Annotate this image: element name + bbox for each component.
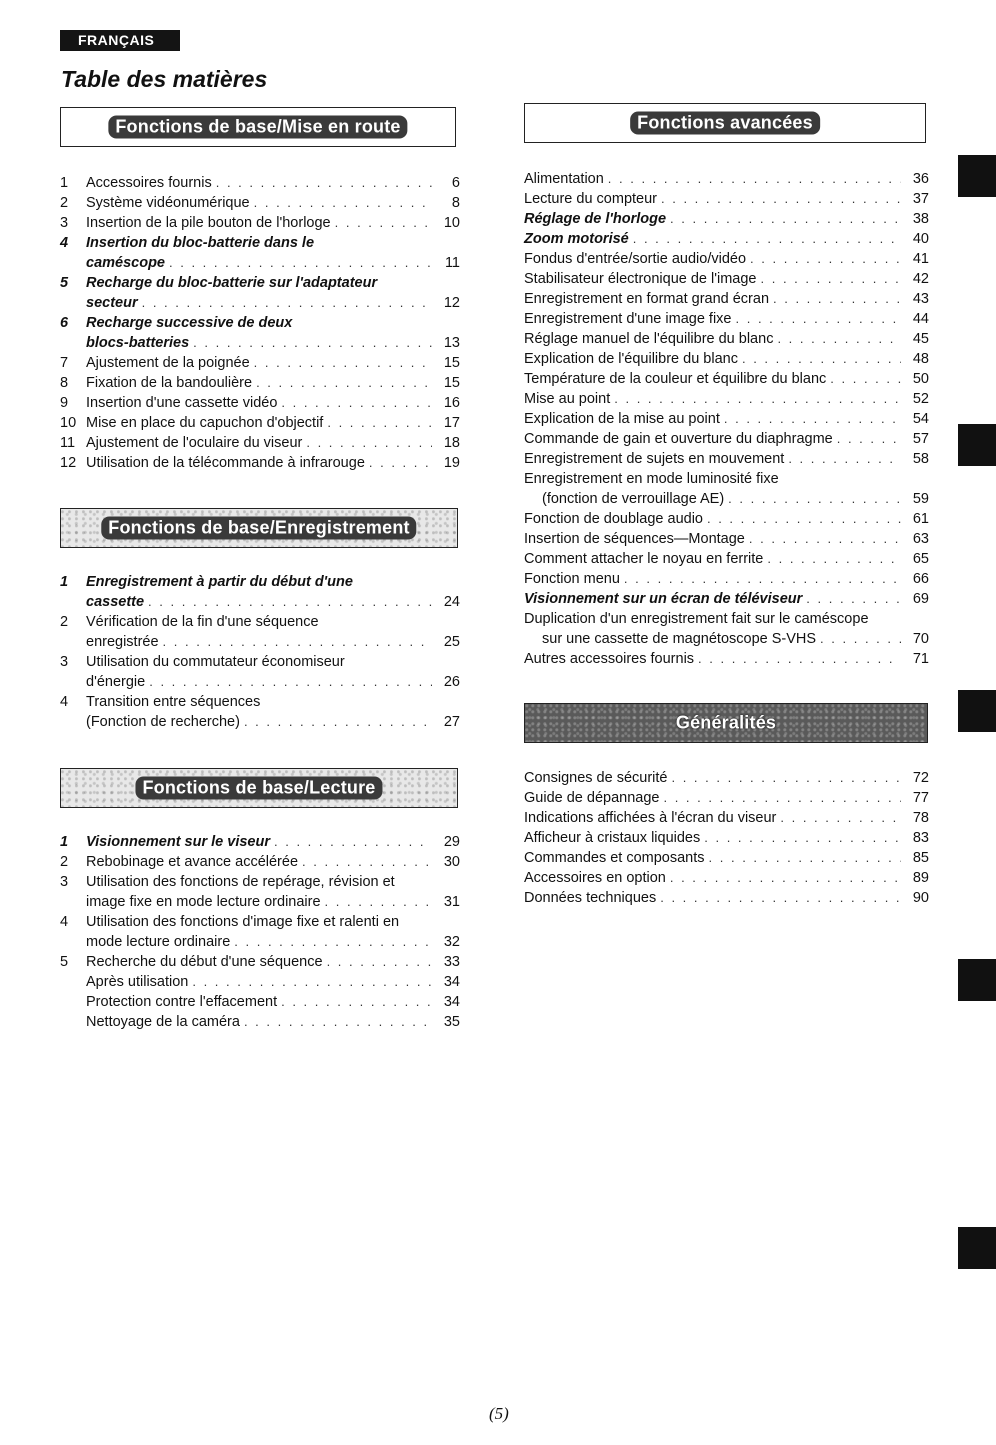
toc-entry-page: 10 (443, 215, 460, 231)
toc-entry (60, 912, 460, 952)
section-basic-playback (60, 768, 460, 1032)
dot-leader (633, 229, 901, 249)
toc-entry-page: 57 (912, 431, 929, 447)
toc-entry-number: 1 (60, 574, 69, 590)
toc-entry-title: Lecture du compteur (524, 191, 657, 207)
toc-entry-page: 13 (443, 335, 460, 351)
toc-entry-title-line1: Enregistrement en mode luminosité fixe (524, 471, 779, 487)
toc-entry (524, 589, 929, 609)
section-advanced (524, 103, 929, 669)
section-header (524, 703, 928, 743)
toc-entry-title: Rebobinage et avance accélérée (86, 854, 299, 870)
toc-entry (524, 369, 929, 389)
dot-leader (234, 932, 432, 952)
toc-entry (60, 952, 460, 972)
toc-entry (60, 433, 460, 453)
toc-entry-number: 11 (60, 435, 76, 451)
dot-leader (254, 193, 432, 213)
dot-leader (767, 549, 901, 569)
dot-leader (780, 808, 901, 828)
toc-entry-title: Protection contre l'effacement (86, 994, 278, 1010)
dot-leader (761, 269, 902, 289)
toc-entry-page: 27 (443, 714, 460, 730)
dot-leader (244, 1012, 432, 1032)
toc-entry-number: 8 (60, 375, 69, 391)
toc-entry-title: Fonction de doublage audio (524, 511, 703, 527)
toc-entry-page: 37 (912, 191, 929, 207)
toc-entry-number: 6 (60, 315, 69, 331)
toc-entry (524, 828, 929, 848)
dot-leader (327, 413, 432, 433)
toc-entry-page: 26 (443, 674, 460, 690)
toc-entry-title: Enregistrement de sujets en mouvement (524, 451, 785, 467)
toc-entry-page: 83 (912, 830, 929, 846)
toc-entry-page: 54 (912, 411, 929, 427)
toc-entry-page: 45 (912, 331, 929, 347)
toc-entry-title: Après utilisation (86, 974, 189, 990)
toc-entry-page: 34 (443, 994, 460, 1010)
toc-entry-page: 34 (443, 974, 460, 990)
toc-entry-title: Mise en place du capuchon d'objectif (86, 415, 324, 431)
dot-leader (709, 848, 901, 868)
toc-entry (524, 768, 929, 788)
dot-leader (724, 409, 901, 429)
thumb-tab (958, 155, 996, 197)
toc-entry-title: Explication de la mise au point (524, 411, 720, 427)
toc-entry-number: 2 (60, 854, 69, 870)
dot-leader (325, 892, 432, 912)
toc-entry-page: 35 (443, 1014, 460, 1030)
toc-entry-page: 85 (912, 850, 929, 866)
toc-entry (524, 289, 929, 309)
toc-entry-number: 2 (60, 614, 69, 630)
dot-leader (698, 649, 901, 669)
toc-entry-page: 18 (443, 435, 460, 451)
toc-entry-page: 6 (451, 175, 460, 191)
dot-leader (806, 589, 901, 609)
toc-entry-title: Recherche du début d'une séquence (86, 954, 323, 970)
toc-entry (60, 213, 460, 233)
toc-entry (60, 612, 460, 652)
toc-list (60, 173, 460, 473)
toc-entry-page: 29 (443, 834, 460, 850)
toc-list (60, 832, 460, 1032)
toc-entry-title: Consignes de sécurité (524, 770, 668, 786)
toc-entry (60, 453, 460, 473)
dot-leader (663, 788, 901, 808)
toc-entry-title-line1: Recharge du bloc-batterie sur l'adaptateur (86, 275, 378, 291)
toc-entry-number: 12 (60, 455, 77, 471)
page-number: (5) (489, 1404, 509, 1423)
section-title: Fonctions de base/Lecture (135, 777, 382, 800)
toc-entry-page: 16 (443, 395, 460, 411)
toc-entry-page: 12 (443, 295, 460, 311)
toc-entry (60, 173, 460, 193)
toc-entry-page: 38 (912, 211, 929, 227)
section-basic-setup (60, 107, 460, 473)
toc-entry (524, 169, 929, 189)
dot-leader (163, 632, 432, 652)
dot-leader (193, 333, 432, 353)
dot-leader (327, 952, 432, 972)
dot-leader (830, 369, 901, 389)
toc-entry-page: 69 (912, 591, 929, 607)
toc-entry (524, 868, 929, 888)
toc-entry-title-line1: Recharge successive de deux (86, 315, 293, 331)
toc-entry-number: 9 (60, 395, 69, 411)
toc-entry-title-line1: Insertion du bloc-batterie dans le (86, 235, 315, 251)
toc-entry (524, 529, 929, 549)
toc-entry (524, 848, 929, 868)
dot-leader (216, 173, 432, 193)
toc-entry-title-line1: Utilisation des fonctions de repérage, révision et (86, 874, 395, 890)
toc-entry-title: (fonction de verrouillage AE) (542, 491, 725, 507)
section-header (524, 103, 926, 143)
toc-entry-title: Fonction menu (524, 571, 620, 587)
toc-entry-title-line1: Vérification de la fin d'une séquence (86, 614, 319, 630)
dot-leader (281, 393, 432, 413)
toc-entry (524, 249, 929, 269)
toc-entry-title: Nettoyage de la caméra (86, 1014, 240, 1030)
toc-entry (524, 449, 929, 469)
toc-entry-number: 2 (60, 195, 69, 211)
toc-entry (524, 549, 929, 569)
toc-entry-page: 17 (443, 415, 460, 431)
toc-entry-page: 33 (443, 954, 460, 970)
toc-entry (60, 652, 460, 692)
toc-entry (524, 509, 929, 529)
toc-entry (524, 389, 929, 409)
toc-entry-number: 5 (60, 275, 69, 291)
toc-entry-page: 32 (443, 934, 460, 950)
dot-leader (670, 868, 901, 888)
toc-entry-title: cassette (86, 594, 145, 610)
toc-entry-number: 4 (60, 694, 69, 710)
toc-entry (60, 193, 460, 213)
toc-entry (60, 353, 460, 373)
toc-entry-title: enregistrée (86, 634, 159, 650)
dot-leader (149, 672, 432, 692)
toc-entry (60, 393, 460, 413)
toc-entry-page: 8 (451, 195, 460, 211)
toc-entry-page: 59 (912, 491, 929, 507)
section-title: Fonctions de base/Enregistrement (101, 517, 416, 540)
toc-entry-title: Fondus d'entrée/sortie audio/vidéo (524, 251, 747, 267)
toc-entry-title: Accessoires en option (524, 870, 666, 886)
section-header (60, 768, 458, 808)
toc-entry-page: 58 (912, 451, 929, 467)
toc-entry (60, 992, 460, 1012)
section-title: Généralités (675, 712, 777, 733)
toc-entry-title: blocs-batteries (86, 335, 190, 351)
dot-leader (660, 888, 901, 908)
dot-leader (254, 353, 432, 373)
toc-entry-page: 65 (912, 551, 929, 567)
toc-entry (60, 872, 460, 912)
toc-entry-page: 42 (912, 271, 929, 287)
toc-entry-title: Utilisation de la télécommande à infrarouge (86, 455, 365, 471)
section-header (60, 107, 456, 147)
toc-entry-page: 48 (912, 351, 929, 367)
toc-entry-page: 78 (912, 810, 929, 826)
toc-entry-page: 44 (912, 311, 929, 327)
toc-entry-title: Mise au point (524, 391, 611, 407)
toc-entry-title: (Fonction de recherche) (86, 714, 240, 730)
toc-entry-title: Réglage manuel de l'équilibre du blanc (524, 331, 774, 347)
toc-entry-title: Enregistrement d'une image fixe (524, 311, 732, 327)
toc-entry-number: 1 (60, 834, 69, 850)
toc-entry-title: Insertion de la pile bouton de l'horloge (86, 215, 331, 231)
toc-list (524, 768, 929, 908)
toc-entry (524, 409, 929, 429)
toc-entry-page: 50 (912, 371, 929, 387)
toc-entry-title: Guide de dépannage (524, 790, 660, 806)
toc-entry-title: Explication de l'équilibre du blanc (524, 351, 738, 367)
dot-leader (192, 972, 432, 992)
dot-leader (306, 433, 432, 453)
toc-entry (60, 1012, 460, 1032)
thumb-tab (958, 424, 996, 466)
toc-entry-title-line1: Duplication d'un enregistrement fait sur le caméscope (524, 611, 869, 627)
toc-list (60, 572, 460, 732)
dot-leader (788, 449, 901, 469)
dot-leader (661, 189, 901, 209)
toc-entry-title: Données techniques (524, 890, 657, 906)
dot-leader (742, 349, 901, 369)
dot-leader (707, 509, 901, 529)
toc-entry-number: 3 (60, 654, 69, 670)
dot-leader (749, 529, 901, 549)
section-general (524, 703, 929, 908)
toc-entry-page: 24 (443, 594, 460, 610)
dot-leader (820, 629, 901, 649)
toc-entry-title: Système vidéonumérique (86, 195, 250, 211)
toc-entry (524, 329, 929, 349)
toc-list (524, 169, 929, 669)
toc-entry (524, 888, 929, 908)
toc-entry-number: 3 (60, 215, 69, 231)
toc-entry (60, 273, 460, 313)
dot-leader (302, 852, 432, 872)
toc-entry-page: 90 (912, 890, 929, 906)
toc-entry-page: 89 (912, 870, 929, 886)
toc-entry-title-line1: Utilisation du commutateur économiseur (86, 654, 345, 670)
toc-entry-number: 5 (60, 954, 69, 970)
toc-entry (60, 852, 460, 872)
toc-entry-title: Autres accessoires fournis (524, 651, 695, 667)
dot-leader (281, 992, 432, 1012)
toc-entry-title: secteur (86, 295, 138, 311)
toc-entry-title: mode lecture ordinaire (86, 934, 231, 950)
toc-entry-title: Température de la couleur et équilibre du blanc (524, 371, 827, 387)
toc-entry-title-line1: Enregistrement à partir du début d'une (86, 574, 353, 590)
toc-entry-number: 7 (60, 355, 69, 371)
toc-entry-page: 52 (912, 391, 929, 407)
toc-entry-page: 66 (912, 571, 929, 587)
toc-entry-title: Comment attacher le noyau en ferrite (524, 551, 764, 567)
toc-entry-title: Alimentation (524, 171, 604, 187)
toc-entry-page: 40 (912, 231, 929, 247)
dot-leader (837, 429, 901, 449)
dot-leader (670, 209, 901, 229)
toc-entry-page: 11 (444, 255, 460, 271)
thumb-tab (958, 690, 996, 732)
dot-leader (614, 389, 901, 409)
dot-leader (169, 253, 432, 273)
dot-leader (335, 213, 432, 233)
toc-entry-title: Fixation de la bandoulière (86, 375, 253, 391)
toc-entry-title-line1: Utilisation des fonctions d'image fixe et ralenti en (86, 914, 400, 930)
toc-entry-page: 19 (443, 455, 460, 471)
dot-leader (728, 489, 901, 509)
section-header (60, 508, 458, 548)
toc-entry (60, 832, 460, 852)
toc-entry-page: 36 (912, 171, 929, 187)
toc-entry-page: 71 (912, 651, 929, 667)
toc-entry-title: sur une cassette de magnétoscope S-VHS (542, 631, 817, 647)
toc-entry-title: Accessoires fournis (86, 175, 212, 191)
section-basic-recording (60, 508, 460, 732)
toc-entry (524, 269, 929, 289)
toc-entry-page: 30 (443, 854, 460, 870)
toc-entry-page: 43 (912, 291, 929, 307)
toc-entry-title: Réglage de l'horloge (524, 211, 667, 227)
toc-entry (524, 609, 929, 649)
toc-entry-title: Commandes et composants (524, 850, 705, 866)
toc-entry (524, 349, 929, 369)
toc-entry (60, 413, 460, 433)
dot-leader (750, 249, 901, 269)
toc-entry-title: Indications affichées à l'écran du viseur (524, 810, 777, 826)
toc-entry-title: image fixe en mode lecture ordinaire (86, 894, 321, 910)
toc-entry-number: 4 (60, 914, 69, 930)
dot-leader (148, 592, 432, 612)
dot-leader (704, 828, 901, 848)
toc-entry (524, 429, 929, 449)
toc-entry-page: 15 (443, 375, 460, 391)
toc-entry-title: d'énergie (86, 674, 146, 690)
dot-leader (244, 712, 432, 732)
toc-entry-page: 31 (443, 894, 460, 910)
toc-entry-title-line1: Transition entre séquences (86, 694, 261, 710)
toc-entry-number: 1 (60, 175, 69, 191)
toc-entry-number: 3 (60, 874, 69, 890)
toc-entry (60, 373, 460, 393)
toc-entry (524, 569, 929, 589)
toc-entry-title: Insertion d'une cassette vidéo (86, 395, 278, 411)
toc-entry (524, 788, 929, 808)
toc-entry (524, 189, 929, 209)
toc-entry (524, 469, 929, 509)
toc-entry (524, 229, 929, 249)
toc-entry (524, 209, 929, 229)
toc-entry-title: Afficheur à cristaux liquides (524, 830, 701, 846)
toc-entry-number: 10 (60, 415, 77, 431)
toc-entry-page: 63 (912, 531, 929, 547)
section-title: Fonctions avancées (630, 112, 820, 135)
toc-entry-number: 4 (60, 235, 69, 251)
toc-entry (60, 233, 460, 273)
dot-leader (624, 569, 901, 589)
toc-entry-title: Visionnement sur un écran de téléviseur (524, 591, 803, 607)
toc-entry-title: caméscope (86, 255, 165, 271)
toc-entry-title: Zoom motorisé (524, 231, 629, 247)
toc-entry-page: 77 (912, 790, 929, 806)
toc-entry-title: Ajustement de la poignée (86, 355, 250, 371)
dot-leader (256, 373, 432, 393)
toc-entry-page: 41 (912, 251, 929, 267)
toc-entry-page: 72 (912, 770, 929, 786)
page-title: Table des matières (61, 66, 268, 92)
toc-entry (60, 572, 460, 612)
dot-leader (773, 289, 901, 309)
toc-entry-title: Visionnement sur le viseur (86, 834, 270, 850)
toc-entry-title: Stabilisateur électronique de l'image (524, 271, 757, 287)
toc-entry (524, 808, 929, 828)
toc-entry-title: Ajustement de l'oculaire du viseur (86, 435, 303, 451)
dot-leader (608, 169, 901, 189)
thumb-tab (958, 1227, 996, 1269)
section-title: Fonctions de base/Mise en route (108, 116, 407, 139)
toc-entry-page: 15 (443, 355, 460, 371)
toc-entry (60, 972, 460, 992)
toc-entry-page: 70 (912, 631, 929, 647)
toc-entry-title: Insertion de séquences—Montage (524, 531, 745, 547)
dot-leader (369, 453, 432, 473)
toc-entry (60, 313, 460, 353)
dot-leader (736, 309, 902, 329)
dot-leader (142, 293, 432, 313)
toc-entry-title: Commande de gain et ouverture du diaphragme (524, 431, 833, 447)
toc-entry-title: Enregistrement en format grand écran (524, 291, 770, 307)
dot-leader (274, 832, 432, 852)
language-badge: FRANÇAIS (60, 30, 180, 51)
toc-entry (524, 309, 929, 329)
toc-entry-page: 25 (443, 634, 460, 650)
dot-leader (777, 329, 901, 349)
thumb-tab (958, 959, 996, 1001)
dot-leader (671, 768, 901, 788)
toc-entry-page: 61 (912, 511, 929, 527)
toc-entry (60, 692, 460, 732)
toc-entry (524, 649, 929, 669)
